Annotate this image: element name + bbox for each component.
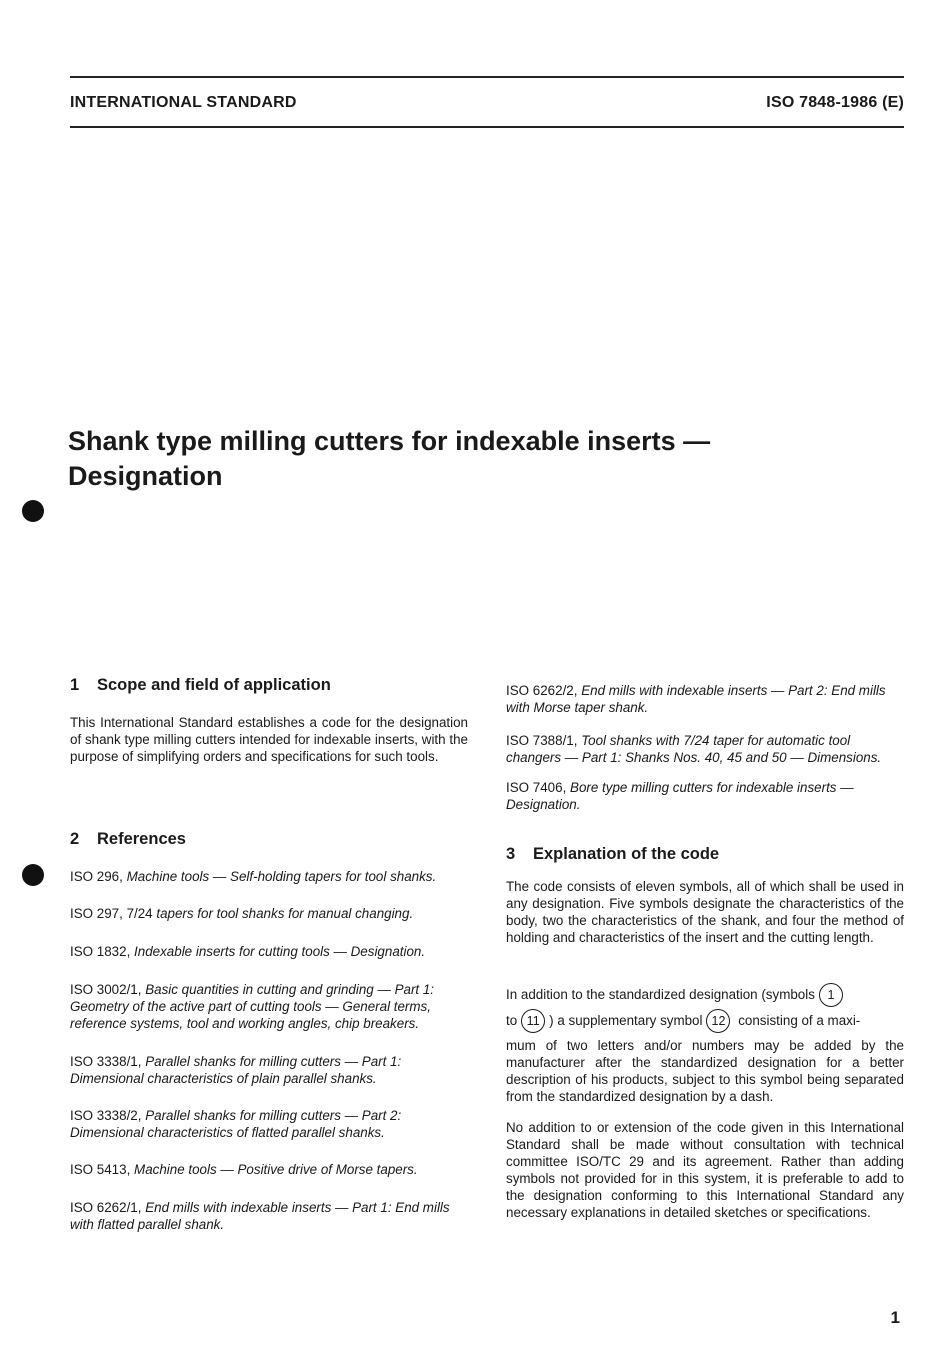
section-3-heading bbox=[506, 846, 719, 863]
section-3-paragraph-3: No addition to or extension of the code given in this International Standard shall be made without consultation with technical committee ISO/TC 29 and its agreement. Rather than adding symbols not provided for in this system, it is preferable to add to the designation conforming to this International Standard any necessary explanations in detailed sketches or specifications. bbox=[506, 1120, 904, 1220]
symbol-circle-last: 11 bbox=[521, 1009, 545, 1033]
reference-title: Indexable inserts for cutting tools — Designation. bbox=[134, 944, 426, 959]
symbols-text: consisting of a maxi- bbox=[738, 1013, 861, 1028]
reference-code: ISO 3002/1, bbox=[70, 982, 142, 997]
section-3-symbols-line-1 bbox=[506, 983, 904, 1007]
reference-item bbox=[506, 682, 904, 716]
reference-code: ISO 3338/2, bbox=[70, 1108, 142, 1123]
symbols-text: to bbox=[506, 1013, 518, 1028]
reference-item bbox=[70, 981, 468, 1032]
reference-code: ISO 7406, bbox=[506, 780, 567, 795]
section-3-paragraph-2-continued: mum of two letters and/or numbers may be added by the manufacturer after the standardized designation for a better description of his products, subject to this symbol being separated from the standardized designation by a dash. bbox=[506, 1038, 904, 1104]
header-standard-label: INTERNATIONAL STANDARD bbox=[70, 94, 297, 111]
section-3-number: 3 bbox=[506, 845, 516, 863]
section-3-paragraph-1: The code consists of eleven symbols, all of which shall be used in any designation. Five symbols designate the characteristics of the body, two the characteristics of the shank, and four the method of holding and characteristics of the insert and the cutting length. bbox=[506, 879, 904, 945]
symbol-circle-first: 1 bbox=[819, 983, 843, 1007]
reference-item bbox=[70, 1107, 468, 1141]
reference-item bbox=[70, 905, 468, 922]
title-line-1: Shank type milling cutters for indexable inserts — bbox=[68, 426, 711, 456]
section-1-number: 1 bbox=[70, 676, 80, 694]
reference-code: ISO 1832, bbox=[70, 944, 131, 959]
reference-title: End mills with indexable inserts — Part 1: End mills with flatted parallel shank. bbox=[70, 1200, 450, 1232]
reference-title: tapers for tool shanks for manual changing. bbox=[156, 906, 414, 921]
reference-code: ISO 297, 7/24 bbox=[70, 906, 153, 921]
reference-code: ISO 6262/2, bbox=[506, 683, 578, 698]
symbols-text: In addition to the standardized designation (symbols bbox=[506, 987, 815, 1002]
reference-code: ISO 3338/1, bbox=[70, 1054, 142, 1069]
reference-item bbox=[70, 1161, 468, 1178]
reference-title: Machine tools — Positive drive of Morse tapers. bbox=[134, 1162, 418, 1177]
reference-title: Parallel shanks for milling cutters — Part 2: Dimensional characteristics of flatted parallel shanks. bbox=[70, 1108, 402, 1140]
document-title bbox=[68, 424, 888, 494]
reference-item bbox=[70, 943, 468, 960]
symbols-text: ) a supplementary symbol bbox=[549, 1013, 703, 1028]
title-line-2: Designation bbox=[68, 461, 223, 491]
reference-code: ISO 5413, bbox=[70, 1162, 131, 1177]
header-standard-number: ISO 7848-1986 (E) bbox=[766, 94, 904, 111]
reference-item bbox=[70, 868, 468, 885]
reference-title: End mills with indexable inserts — Part 2: End mills with Morse taper shank. bbox=[506, 683, 886, 715]
reference-title: Tool shanks with 7/24 taper for automatic tool changers — Part 1: Shanks Nos. 40, 45 and 50 — Dimensions. bbox=[506, 733, 882, 765]
section-1-title: Scope and field of application bbox=[97, 676, 331, 694]
section-1-heading bbox=[70, 677, 331, 694]
section-2-title: References bbox=[97, 830, 186, 848]
reference-title: Basic quantities in cutting and grinding — Part 1: Geometry of the active part of cutting tools — General terms, reference systems, tool and working angles, chip breakers. bbox=[70, 982, 435, 1031]
symbol-circle-supplementary: 12 bbox=[706, 1009, 730, 1033]
reference-code: ISO 296, bbox=[70, 869, 123, 884]
reference-code: ISO 6262/1, bbox=[70, 1200, 142, 1215]
reference-title: Parallel shanks for milling cutters — Part 1: Dimensional characteristics of plain parallel shanks. bbox=[70, 1054, 402, 1086]
top-rule bbox=[70, 76, 904, 78]
reference-item bbox=[506, 732, 904, 766]
section-3-title: Explanation of the code bbox=[533, 845, 720, 863]
reference-title: Machine tools — Self-holding tapers for tool shanks. bbox=[126, 869, 437, 884]
reference-title: Bore type milling cutters for indexable inserts — Designation. bbox=[506, 780, 854, 812]
reference-item bbox=[70, 1199, 468, 1233]
reference-item bbox=[506, 779, 904, 813]
reference-code: ISO 7388/1, bbox=[506, 733, 578, 748]
page-number: 1 bbox=[890, 1308, 900, 1327]
section-2-heading bbox=[70, 831, 186, 848]
section-3-symbols-line-2 bbox=[506, 1009, 904, 1033]
punch-hole-dot-upper bbox=[22, 500, 44, 522]
section-1-body: This International Standard establishes a code for the designation of shank type milling cutters intended for indexable inserts, with the purpose of simplifying orders and specifications for such tools. bbox=[70, 715, 468, 764]
section-2-number: 2 bbox=[70, 830, 80, 848]
punch-hole-dot-lower bbox=[22, 864, 44, 886]
reference-item bbox=[70, 1053, 468, 1087]
header-bottom-rule bbox=[70, 126, 904, 128]
